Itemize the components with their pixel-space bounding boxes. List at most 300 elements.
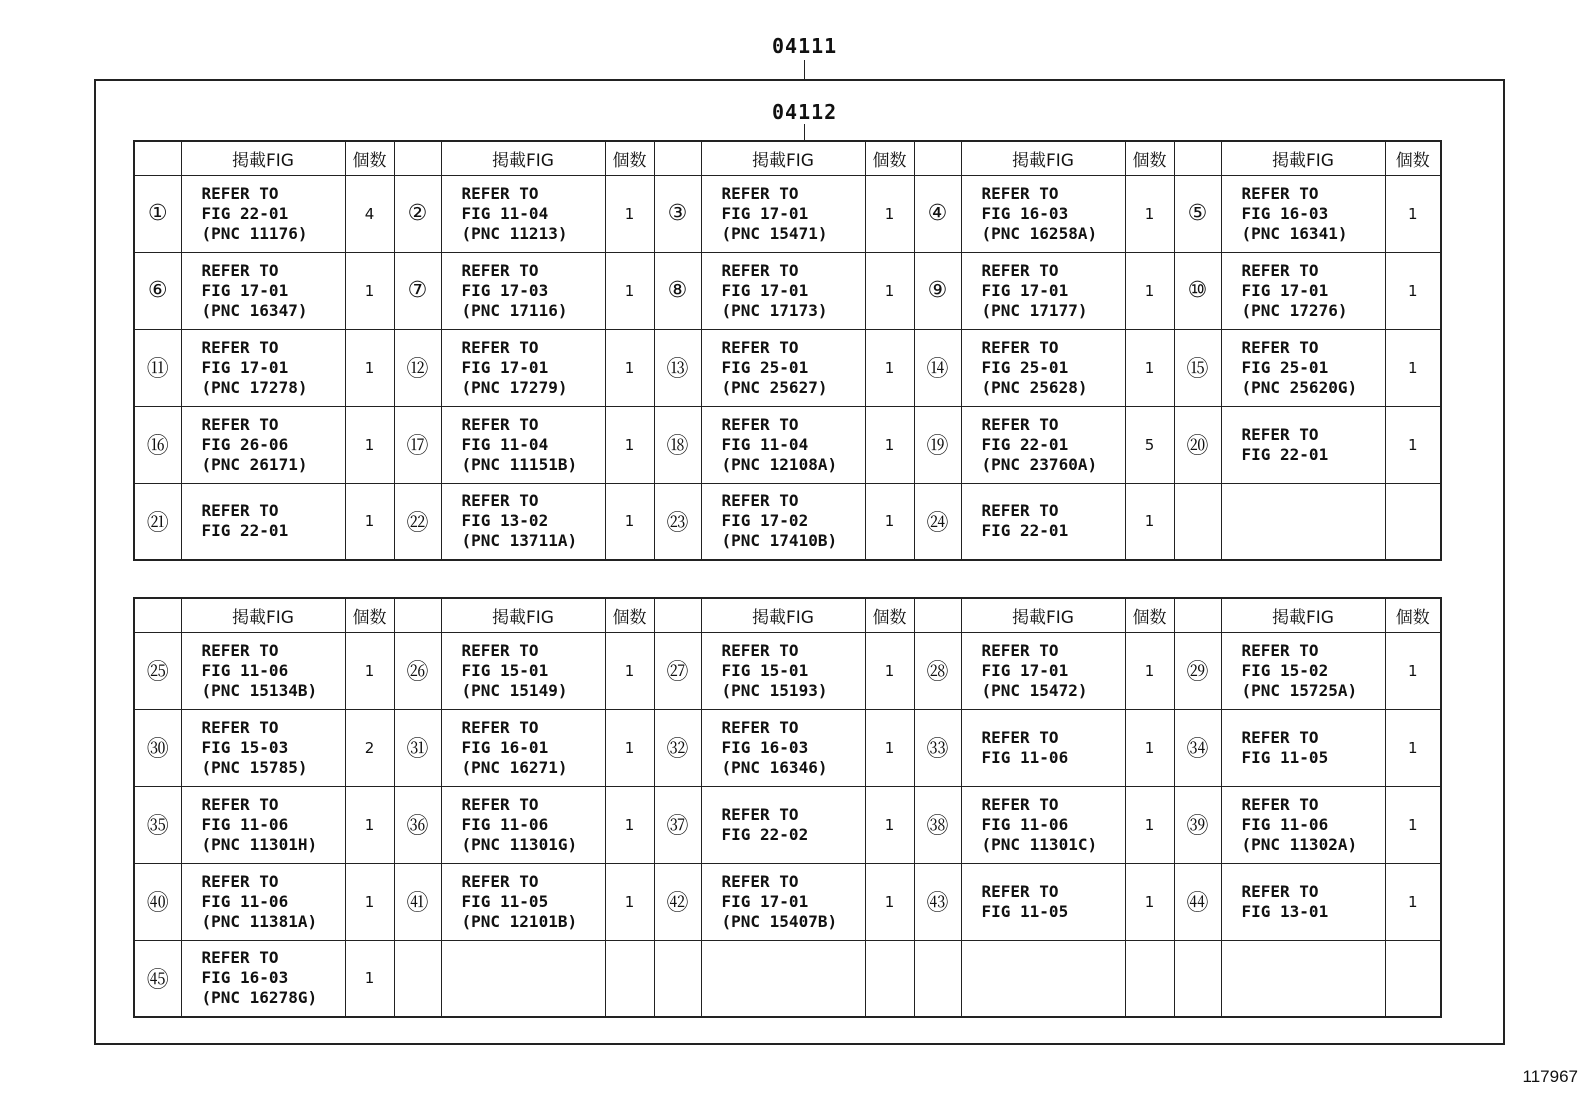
item-number: ⑧ (654, 252, 701, 329)
table-row (134, 175, 1441, 252)
fig-reference-line: FIG 15-01 (461, 660, 549, 680)
fig-reference-line: FIG 16-03 (201, 968, 289, 988)
fig-reference-line: FIG 11-06 (1241, 814, 1329, 834)
item-number: ㉖ (394, 632, 441, 709)
fig-reference-line: REFER TO (721, 804, 799, 824)
fig-reference (701, 632, 865, 709)
item-number (1174, 940, 1221, 1017)
fig-reference-line: REFER TO (1241, 424, 1319, 444)
fig-reference-line: FIG 13-01 (1241, 901, 1329, 921)
quantity: 1 (605, 175, 654, 252)
table-row (134, 709, 1441, 786)
fig-reference-line: REFER TO (201, 640, 279, 660)
fig-reference (701, 406, 865, 483)
fig-reference (181, 709, 345, 786)
fig-reference-line: (PNC 11213) (461, 223, 568, 243)
item-number: ⑥ (134, 252, 181, 329)
quantity: 1 (865, 632, 914, 709)
item-number: ⑭ (914, 329, 961, 406)
item-number: ④ (914, 175, 961, 252)
fig-reference (1221, 786, 1385, 863)
fig-reference (441, 940, 605, 1017)
header-qty: 個数 (1125, 141, 1174, 175)
fig-reference-line: (PNC 15149) (461, 680, 568, 700)
fig-reference-line: REFER TO (981, 337, 1059, 357)
fig-reference-line: FIG 11-06 (201, 660, 289, 680)
header-qty: 個数 (345, 598, 394, 632)
quantity: 1 (605, 329, 654, 406)
item-number: ㊵ (134, 863, 181, 940)
fig-reference (441, 863, 605, 940)
fig-reference-line: FIG 11-06 (981, 747, 1069, 767)
header-blank (394, 141, 441, 175)
group-label-inner: 04112 (772, 100, 838, 124)
fig-reference-line: REFER TO (1241, 337, 1319, 357)
quantity: 1 (865, 483, 914, 560)
item-number: ㉟ (134, 786, 181, 863)
fig-reference-line: FIG 17-01 (201, 280, 289, 300)
fig-reference (1221, 863, 1385, 940)
fig-reference-line: (PNC 25627) (721, 377, 828, 397)
fig-reference-line: (PNC 11381A) (201, 911, 318, 931)
quantity (1125, 940, 1174, 1017)
quantity: 4 (345, 175, 394, 252)
quantity: 1 (1125, 175, 1174, 252)
quantity: 5 (1125, 406, 1174, 483)
fig-reference-line: REFER TO (981, 727, 1059, 747)
fig-reference-line: REFER TO (721, 491, 799, 511)
quantity: 1 (1125, 483, 1174, 560)
fig-reference (181, 175, 345, 252)
table-row (134, 786, 1441, 863)
fig-reference-line: REFER TO (461, 871, 539, 891)
fig-reference (441, 406, 605, 483)
table-row (134, 252, 1441, 329)
fig-reference-line: REFER TO (721, 183, 799, 203)
item-number: ㉙ (1174, 632, 1221, 709)
quantity: 1 (865, 863, 914, 940)
header-fig: 掲載FIG (701, 598, 865, 632)
table-row (134, 940, 1441, 1017)
fig-reference-line: (PNC 16258A) (981, 223, 1098, 243)
fig-reference-line: FIG 11-05 (461, 891, 549, 911)
fig-reference (961, 252, 1125, 329)
quantity: 1 (605, 786, 654, 863)
fig-reference-line: REFER TO (1241, 260, 1319, 280)
header-fig: 掲載FIG (1221, 598, 1385, 632)
quantity: 1 (1125, 632, 1174, 709)
item-number: ⑫ (394, 329, 441, 406)
quantity (1385, 483, 1441, 560)
quantity: 1 (1385, 252, 1441, 329)
fig-reference-line: REFER TO (981, 414, 1059, 434)
item-number: ⑰ (394, 406, 441, 483)
fig-reference-line: FIG 16-03 (721, 737, 809, 757)
quantity: 1 (1125, 329, 1174, 406)
item-number: ㊸ (914, 863, 961, 940)
fig-reference (701, 252, 865, 329)
quantity: 1 (865, 175, 914, 252)
quantity: 1 (605, 863, 654, 940)
fig-reference (961, 709, 1125, 786)
fig-reference-line: REFER TO (201, 871, 279, 891)
fig-reference-line: REFER TO (981, 640, 1059, 660)
fig-reference (961, 329, 1125, 406)
fig-reference-line: (PNC 15725A) (1241, 680, 1358, 700)
item-number: ㉗ (654, 632, 701, 709)
fig-reference-line: FIG 15-01 (721, 660, 809, 680)
header-fig: 掲載FIG (441, 141, 605, 175)
fig-reference-line: REFER TO (721, 260, 799, 280)
item-number: ㊴ (1174, 786, 1221, 863)
quantity: 1 (345, 863, 394, 940)
fig-reference-line: FIG 25-01 (1241, 357, 1329, 377)
quantity: 1 (345, 940, 394, 1017)
fig-reference-line: REFER TO (721, 871, 799, 891)
fig-reference (441, 786, 605, 863)
fig-reference-line: FIG 15-02 (1241, 660, 1329, 680)
item-number: ⑯ (134, 406, 181, 483)
header-blank (134, 598, 181, 632)
parts-table-1 (133, 140, 1442, 561)
figure-id: 117967 (1522, 1067, 1578, 1086)
fig-reference-line: REFER TO (201, 794, 279, 814)
fig-reference-line: (PNC 17279) (461, 377, 568, 397)
fig-reference-line: REFER TO (721, 717, 799, 737)
fig-reference-line: (PNC 17410B) (721, 531, 838, 551)
fig-reference (181, 406, 345, 483)
quantity: 2 (345, 709, 394, 786)
quantity (865, 940, 914, 1017)
fig-reference (961, 786, 1125, 863)
fig-reference-line: FIG 17-01 (1241, 280, 1329, 300)
fig-reference (441, 483, 605, 560)
quantity: 1 (865, 406, 914, 483)
fig-reference-line: REFER TO (201, 948, 279, 968)
fig-reference (961, 175, 1125, 252)
fig-reference-line: (PNC 11301G) (461, 834, 578, 854)
fig-reference (181, 632, 345, 709)
fig-reference-line: REFER TO (461, 794, 539, 814)
quantity (1385, 940, 1441, 1017)
fig-reference-line: (PNC 11176) (201, 223, 308, 243)
fig-reference-line: REFER TO (201, 260, 279, 280)
table-row (134, 329, 1441, 406)
item-number: ③ (654, 175, 701, 252)
fig-reference-line: FIG 26-06 (201, 434, 289, 454)
header-fig: 掲載FIG (181, 141, 345, 175)
fig-reference (701, 175, 865, 252)
fig-reference-line: FIG 11-04 (461, 434, 549, 454)
group-label-outer: 04111 (772, 34, 838, 58)
table-row (134, 406, 1441, 483)
fig-reference-line: FIG 17-03 (461, 280, 549, 300)
fig-reference-line: (PNC 17116) (461, 300, 568, 320)
quantity: 1 (605, 483, 654, 560)
quantity: 1 (345, 329, 394, 406)
header-qty: 個数 (1385, 141, 1441, 175)
fig-reference-line: FIG 16-03 (1241, 203, 1329, 223)
fig-reference (1221, 940, 1385, 1017)
fig-reference (441, 252, 605, 329)
item-number: ⑳ (1174, 406, 1221, 483)
item-number: ㉘ (914, 632, 961, 709)
fig-reference-line: FIG 17-01 (721, 203, 809, 223)
fig-reference-line: REFER TO (981, 881, 1059, 901)
header-blank (654, 598, 701, 632)
fig-reference (701, 329, 865, 406)
item-number (914, 940, 961, 1017)
fig-reference (961, 406, 1125, 483)
fig-reference-line: FIG 25-01 (981, 357, 1069, 377)
fig-reference-line: (PNC 11301H) (201, 834, 318, 854)
fig-reference-line: REFER TO (981, 794, 1059, 814)
quantity: 1 (1125, 786, 1174, 863)
fig-reference-line: FIG 11-06 (201, 814, 289, 834)
item-number: ⑮ (1174, 329, 1221, 406)
quantity: 1 (1385, 175, 1441, 252)
fig-reference-line: (PNC 17173) (721, 300, 828, 320)
fig-reference-line: REFER TO (461, 491, 539, 511)
item-number: ㊹ (1174, 863, 1221, 940)
fig-reference-line: (PNC 15407B) (721, 911, 838, 931)
fig-reference-line: (PNC 15785) (201, 757, 308, 777)
header-blank (914, 141, 961, 175)
fig-reference-line: REFER TO (1241, 640, 1319, 660)
header-qty: 個数 (865, 598, 914, 632)
fig-reference (441, 175, 605, 252)
header-row (134, 598, 1441, 632)
fig-reference-line: REFER TO (201, 183, 279, 203)
fig-reference-line: (PNC 16346) (721, 757, 828, 777)
quantity: 1 (1385, 863, 1441, 940)
fig-reference-line: (PNC 12101B) (461, 911, 578, 931)
fig-reference (1221, 329, 1385, 406)
item-number: ⑱ (654, 406, 701, 483)
fig-reference-line: FIG 16-01 (461, 737, 549, 757)
fig-reference (1221, 406, 1385, 483)
fig-reference (181, 252, 345, 329)
fig-reference-line: (PNC 15134B) (201, 680, 318, 700)
fig-reference (181, 940, 345, 1017)
fig-reference (181, 329, 345, 406)
quantity: 1 (605, 406, 654, 483)
fig-reference-line: FIG 22-02 (721, 824, 809, 844)
header-blank (914, 598, 961, 632)
quantity: 1 (865, 329, 914, 406)
quantity: 1 (605, 252, 654, 329)
fig-reference-line: REFER TO (721, 337, 799, 357)
fig-reference-line: (PNC 12108A) (721, 454, 838, 474)
fig-reference-line: REFER TO (461, 337, 539, 357)
item-number: ⑩ (1174, 252, 1221, 329)
fig-reference (961, 940, 1125, 1017)
item-number: ㉑ (134, 483, 181, 560)
header-blank (1174, 598, 1221, 632)
item-number: ⑪ (134, 329, 181, 406)
fig-reference-line: REFER TO (981, 183, 1059, 203)
fig-reference-line: FIG 17-01 (721, 891, 809, 911)
fig-reference-line: REFER TO (1241, 183, 1319, 203)
header-fig: 掲載FIG (961, 598, 1125, 632)
fig-reference-line: FIG 22-01 (201, 521, 289, 541)
item-number: ① (134, 175, 181, 252)
fig-reference-line: FIG 11-06 (201, 891, 289, 911)
fig-reference (701, 709, 865, 786)
fig-reference-line: FIG 11-06 (981, 814, 1069, 834)
parts-table-2 (133, 597, 1442, 1018)
fig-reference-line: FIG 22-01 (981, 521, 1069, 541)
header-row (134, 141, 1441, 175)
header-fig: 掲載FIG (961, 141, 1125, 175)
fig-reference-line: (PNC 11301C) (981, 834, 1098, 854)
fig-reference (181, 863, 345, 940)
item-number: ㉕ (134, 632, 181, 709)
quantity: 1 (345, 252, 394, 329)
fig-reference-line: FIG 11-04 (721, 434, 809, 454)
header-qty: 個数 (605, 598, 654, 632)
quantity: 1 (1125, 252, 1174, 329)
header-fig: 掲載FIG (701, 141, 865, 175)
fig-reference (441, 329, 605, 406)
fig-reference-line: FIG 15-03 (201, 737, 289, 757)
header-blank (134, 141, 181, 175)
fig-reference-line: FIG 17-01 (721, 280, 809, 300)
item-number: ㊱ (394, 786, 441, 863)
fig-reference (1221, 709, 1385, 786)
fig-reference-line: REFER TO (461, 260, 539, 280)
item-number: ㉓ (654, 483, 701, 560)
fig-reference-line: FIG 25-01 (721, 357, 809, 377)
fig-reference-line: REFER TO (201, 337, 279, 357)
fig-reference-line: (PNC 25620G) (1241, 377, 1358, 397)
fig-reference (961, 483, 1125, 560)
header-qty: 個数 (1125, 598, 1174, 632)
fig-reference (1221, 632, 1385, 709)
item-number: ⑦ (394, 252, 441, 329)
fig-reference-line: REFER TO (201, 717, 279, 737)
item-number (1174, 483, 1221, 560)
header-qty: 個数 (345, 141, 394, 175)
header-fig: 掲載FIG (1221, 141, 1385, 175)
fig-reference-line: REFER TO (461, 183, 539, 203)
fig-reference-line: (PNC 17177) (981, 300, 1088, 320)
item-number: ㉒ (394, 483, 441, 560)
fig-reference-line: (PNC 26171) (201, 454, 308, 474)
header-qty: 個数 (865, 141, 914, 175)
leader-line-outer (804, 60, 805, 79)
table-row (134, 483, 1441, 560)
fig-reference-line: FIG 17-01 (981, 280, 1069, 300)
item-number: ㉞ (1174, 709, 1221, 786)
item-number: ㉝ (914, 709, 961, 786)
header-blank (654, 141, 701, 175)
fig-reference (441, 632, 605, 709)
fig-reference-line: FIG 17-01 (981, 660, 1069, 680)
quantity: 1 (865, 786, 914, 863)
fig-reference-line: FIG 17-01 (461, 357, 549, 377)
quantity: 1 (1385, 406, 1441, 483)
header-qty: 個数 (605, 141, 654, 175)
fig-reference-line: FIG 17-02 (721, 511, 809, 531)
fig-reference-line: REFER TO (981, 260, 1059, 280)
fig-reference-line: (PNC 17276) (1241, 300, 1348, 320)
fig-reference-line: REFER TO (201, 414, 279, 434)
fig-reference-line: FIG 11-06 (461, 814, 549, 834)
item-number: ㉜ (654, 709, 701, 786)
fig-reference (701, 940, 865, 1017)
fig-reference-line: (PNC 16341) (1241, 223, 1348, 243)
fig-reference-line: (PNC 16271) (461, 757, 568, 777)
fig-reference-line: FIG 11-05 (981, 901, 1069, 921)
fig-reference-line: REFER TO (1241, 794, 1319, 814)
item-number: ⑲ (914, 406, 961, 483)
fig-reference-line: (PNC 15472) (981, 680, 1088, 700)
quantity: 1 (345, 786, 394, 863)
fig-reference (441, 709, 605, 786)
header-qty: 個数 (1385, 598, 1441, 632)
quantity: 1 (345, 632, 394, 709)
quantity: 1 (1385, 632, 1441, 709)
leader-line-inner (804, 124, 805, 140)
fig-reference (701, 483, 865, 560)
item-number: ⑨ (914, 252, 961, 329)
fig-reference-line: FIG 22-01 (1241, 444, 1329, 464)
item-number: ㊺ (134, 940, 181, 1017)
quantity: 1 (345, 406, 394, 483)
item-number: ㊶ (394, 863, 441, 940)
fig-reference-line: REFER TO (721, 640, 799, 660)
fig-reference-line: (PNC 17278) (201, 377, 308, 397)
fig-reference-line: (PNC 13711A) (461, 531, 578, 551)
fig-reference (961, 632, 1125, 709)
quantity (605, 940, 654, 1017)
item-number: ㉛ (394, 709, 441, 786)
quantity: 1 (865, 709, 914, 786)
fig-reference (1221, 252, 1385, 329)
fig-reference-line: FIG 13-02 (461, 511, 549, 531)
header-fig: 掲載FIG (441, 598, 605, 632)
quantity: 1 (1385, 329, 1441, 406)
quantity: 1 (605, 709, 654, 786)
item-number (654, 940, 701, 1017)
fig-reference-line: REFER TO (461, 414, 539, 434)
item-number: ㉚ (134, 709, 181, 786)
fig-reference-line: REFER TO (461, 717, 539, 737)
quantity: 1 (865, 252, 914, 329)
item-number: ㉔ (914, 483, 961, 560)
fig-reference-line: (PNC 15471) (721, 223, 828, 243)
fig-reference-line: FIG 16-03 (981, 203, 1069, 223)
quantity: 1 (1385, 786, 1441, 863)
quantity: 1 (605, 632, 654, 709)
table-row (134, 863, 1441, 940)
fig-reference-line: REFER TO (461, 640, 539, 660)
item-number: ⑤ (1174, 175, 1221, 252)
fig-reference (1221, 483, 1385, 560)
fig-reference-line: (PNC 15193) (721, 680, 828, 700)
item-number: ㊷ (654, 863, 701, 940)
header-fig: 掲載FIG (181, 598, 345, 632)
item-number (394, 940, 441, 1017)
fig-reference-line: REFER TO (201, 501, 279, 521)
fig-reference-line: (PNC 16347) (201, 300, 308, 320)
fig-reference-line: FIG 11-05 (1241, 747, 1329, 767)
table-row (134, 632, 1441, 709)
fig-reference (961, 863, 1125, 940)
fig-reference-line: FIG 22-01 (981, 434, 1069, 454)
fig-reference (701, 786, 865, 863)
